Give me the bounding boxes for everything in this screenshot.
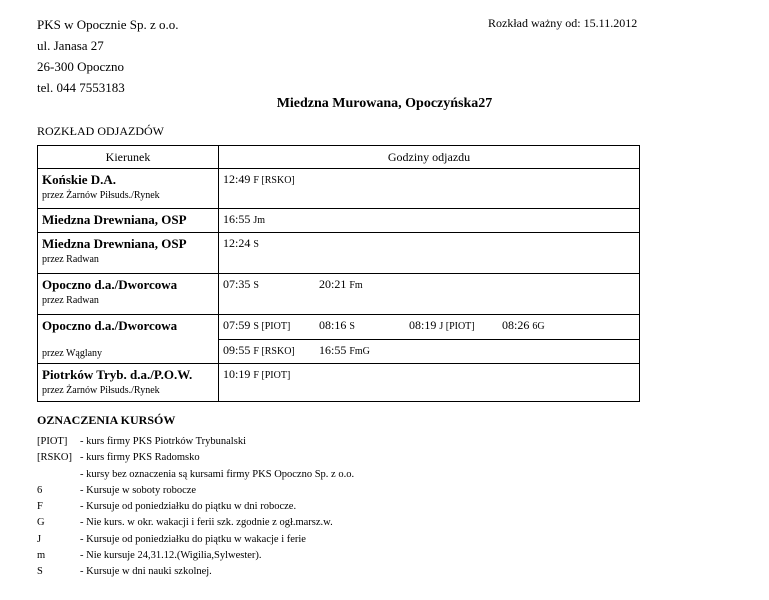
stop-name: Miedzna Murowana, Opoczyńska27: [276, 96, 493, 111]
departure-time: 08:19 J [PIOT]: [409, 318, 475, 332]
departure-time: 16:55 FmG: [319, 343, 370, 357]
col-times-header: Godziny odjazdu: [219, 146, 640, 169]
direction-via: przez Wąglany: [42, 348, 103, 359]
direction-name: Piotrków Tryb. d.a./P.O.W.: [42, 367, 193, 382]
legend-desc: - kurs firmy PKS Radomsko: [80, 452, 200, 464]
company-phone: tel. 044 7553183: [37, 80, 125, 95]
legend-symbol: [RSKO]: [37, 452, 73, 464]
legend-desc: - kursy bez oznaczenia są kursami firmy PKS Opoczno Sp. z o.o.: [80, 468, 355, 480]
times-cell: [219, 233, 640, 274]
times-cell: [219, 364, 640, 402]
direction-cell: [38, 233, 219, 274]
legend-symbol: S: [37, 566, 43, 578]
departure-time: 20:21 Fm: [319, 277, 363, 291]
departure-time: 07:59 S [PIOT]: [223, 318, 291, 332]
times-cell: [219, 169, 640, 209]
direction-name: Miedzna Drewniana, OSP: [42, 236, 187, 251]
table-row: [38, 233, 640, 274]
departure-time: 12:24 S: [223, 236, 259, 250]
direction-via: przez Żarnów Piłsuds./Rynek: [42, 385, 160, 396]
direction-cell: [38, 315, 219, 364]
table-row: [38, 209, 640, 233]
col-direction-header: Kierunek: [38, 146, 219, 169]
legend-desc: - kurs firmy PKS Piotrków Trybunalski: [80, 436, 246, 447]
section-title: ROZKŁAD ODJAZDÓW: [37, 124, 164, 138]
legend-desc: - Kursuje w dni nauki szkolnej.: [80, 566, 212, 578]
legend-title: OZNACZENIA KURSÓW: [37, 413, 176, 427]
legend-desc: - Nie kurs. w okr. wakacji i ferii szk. zgodnie z ogł.marsz.w.: [80, 517, 333, 529]
table-row: [38, 315, 640, 340]
legend-desc: - Kursuje w soboty robocze: [80, 484, 197, 496]
departure-time: 16:55 Jm: [223, 212, 266, 226]
direction-via: przez Żarnów Piłsuds./Rynek: [42, 190, 160, 201]
times-cell: [219, 315, 640, 340]
direction-name: Miedzna Drewniana, OSP: [42, 212, 187, 227]
direction-cell: [38, 169, 219, 209]
company-name: PKS w Opocznie Sp. z o.o.: [37, 17, 179, 32]
valid-from: Rozkład ważny od: 15.11.2012: [488, 16, 638, 30]
times-cell: [219, 274, 640, 315]
legend-desc: - Kursuje od poniedziałku do piątku w wakacje i ferie: [80, 533, 306, 545]
legend-symbol: [PIOT]: [37, 436, 68, 447]
legend-desc: - Nie kursuje 24,31.12.(Wigilia,Sylwester).: [80, 550, 262, 562]
departure-time: 12:49 F [RSKO]: [223, 172, 295, 186]
departure-time: 09:55 F [RSKO]: [223, 343, 295, 357]
company-city: 26-300 Opoczno: [37, 59, 125, 74]
direction-via: przez Radwan: [42, 254, 99, 265]
legend-symbol: 6: [37, 484, 43, 496]
direction-cell: [38, 209, 219, 233]
direction-name: Końskie D.A.: [42, 172, 117, 187]
departure-time: 10:19 F [PIOT]: [223, 367, 291, 381]
departure-time: 08:16 S: [319, 318, 355, 332]
legend-symbol: G: [37, 517, 45, 529]
table-header-row: [38, 146, 640, 169]
company-street: ul. Janasa 27: [37, 38, 104, 53]
departure-time: 08:26 6G: [502, 318, 545, 332]
company-address: [37, 14, 179, 98]
table-row: [38, 364, 640, 402]
direction-cell: [38, 274, 219, 315]
table-row: [38, 274, 640, 315]
direction-name: Opoczno d.a./Dworcowa: [42, 277, 178, 292]
departure-table: [37, 145, 640, 402]
legend-desc: - Kursuje od poniedziałku do piątku w dni robocze.: [80, 501, 297, 513]
times-cell: [219, 209, 640, 233]
direction-cell: [38, 364, 219, 402]
direction-via: przez Radwan: [42, 295, 99, 306]
departure-time: 07:35 S: [223, 277, 259, 291]
times-cell: [219, 340, 640, 364]
table-row: [38, 169, 640, 209]
legend-symbol: F: [37, 501, 43, 513]
legend-symbol: m: [37, 550, 46, 562]
direction-name: Opoczno d.a./Dworcowa: [42, 318, 178, 333]
legend-symbol: J: [37, 533, 42, 545]
